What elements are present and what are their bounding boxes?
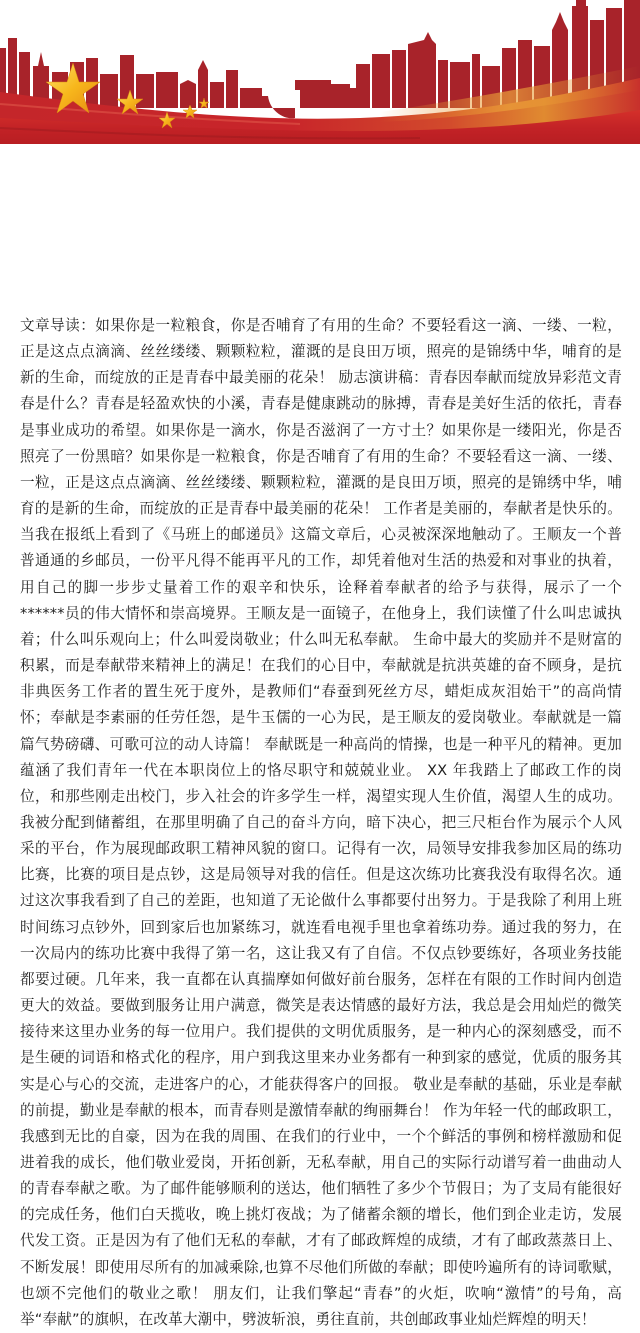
article-text: 文章导读：如果你是一粒粮食，你是否哺育了有用的生命？不要轻看这一滴、一缕、一粒，正是这点点滴滴、丝丝缕缕、颗颗粒粒，灌溉的是良田万顷，照亮的是锦绣中华，哺育的是新的生命，而绽放的正是青春中最美丽的花朵！ 励志演讲稿：青春因奉献而绽放异彩范文青春是什么？青春是轻盈欢快的小溪，青春是健康跳动的脉搏，青春是美好生活的依托，青春是事业成功的希望。如果你是一滴水，你是否滋润了一方寸土？如果你是一缕阳光，你是否照亮了一份黑暗？如果你是一粒粮食，你是否哺育了有用的生命？不要轻看这一滴、一缕、一粒，正是这点点滴滴、丝丝缕缕、颗颗粒粒，灌溉的是良田万顷，照亮的是锦绣中华，哺育的是新的生命，而绽放的正是青春中最美丽的花朵！ 工作者是美丽的，奉献者是快乐的。当我在报纸上看到了《马班上的邮递员》这篇文章后，心灵被深深地触动了。王顺友一个普普通通的乡邮员，一份平凡得不能再平凡的工作，却凭着他对生活的热爱和对事业的执着，用自己的脚一步步丈量着工作的艰辛和快乐，诠释着奉献者的给予与获得，展示了一个******员的伟大情怀和崇高境界。王顺友是一面镜子，在他身上，我们读懂了什么叫忠诚执着；什么叫乐观向上；什么叫爱岗敬业；什么叫无私奉献。 生命中最大的奖励并不是财富的积累，而是奉献带来精神上的满足！在我们的心目中，奉献就是抗洪英雄的奋不顾身，是抗非典医务工作者的置生死于度外，是教师们“春蚕到死丝方尽，蜡炬成灰泪始干”的高尚情怀；奉献是李素丽的任劳任怨，是牛玉儒的一心为民，是王顺友的爱岗敬业。奉献就是一篇篇气势磅礴、可歌可泣的动人诗篇！ 奉献既是一种高尚的情操，也是一种平凡的精神。更加蕴涵了我们青年一代在本职岗位上的恪尽职守和兢兢业业。 XX 年我踏上了邮政工作的岗位，和那些刚走出校门，步入社会的许多学生一样，渴望实现人生价值，渴望人生的成功。我被分配到储蓄组，在那里明确了自己的奋斗方向，暗下决心，把三尺柜台作为展示个人风采的平台，作为展现邮政职工精神风貌的窗口。记得有一次，局领导安排我参加区局的练功比赛，比赛的项目是点钞，这是局领导对我的信任。但是这次练功比赛我没有取得名次。通过这次事我看到了自己的差距，也知道了无论做什么事都要付出努力。于是我除了利用上班时间练习点钞外，回到家后也加紧练习，就连看电视手里也拿着练功券。通过我的努力，在一次局内的练功比赛中我得了第一名，这让我又有了自信。不仅点钞要练好，各项业务技能都要过硬。几年来，我一直都在认真揣摩如何做好前台服务，怎样在有限的工作时间内创造更大的效益。要做到服务让用户满意，微笑是表达情感的最好方法，我总是会用灿烂的微笑接待来这里办业务的每一位用户。我们提供的文明优质服务，是一种内心的深刻感受，而不是生硬的词语和格式化的程序，用户到我这里来办业务都有一种到家的感觉，优质的服务其实是心与心的交流，走进客户的心，才能获得客户的回报。 敬业是奉献的基础，乐业是奉献的前提，勤业是奉献的根本，而青春则是激情奉献的绚丽舞台！ 作为年轻一代的邮政职工，我感到无比的自豪，因为在我的周围、在我们的行业中，一个个鲜活的事例和榜样激励和促进着我的成长，他们敬业爱岗，开拓创新，无私奉献，用自己的实际行动谱写着一曲曲动人的青春奉献之歌。为了邮件能够顺利的送达，他们牺牲了多少个节假日；为了支局有能很好的完成任务，他们白天揽收，晚上挑灯夜战；为了储蓄余额的增长，他们到企业走访，发展代发工资。正是因为有了他们无私的奉献，才有了邮政辉煌的成绩，才有了邮政蒸蒸日上、不断发展！即使用尽所有的加减乘除,也算不尽他们所做的奉献；即使吟遍所有的诗词歌赋，也颂不完他们的敬业之歌！ 朋友们，让我们擎起“青春”的火炬，吹响“激情”的号角，高举“奉献”的旗帜，在改革大潮中，劈波斩浪，勇往直前，共创邮政事业灿烂辉煌的明天！ (20, 317, 622, 1328)
skyline-banner-graphic (0, 0, 640, 148)
header-banner (0, 0, 640, 148)
article-body (20, 313, 622, 1333)
